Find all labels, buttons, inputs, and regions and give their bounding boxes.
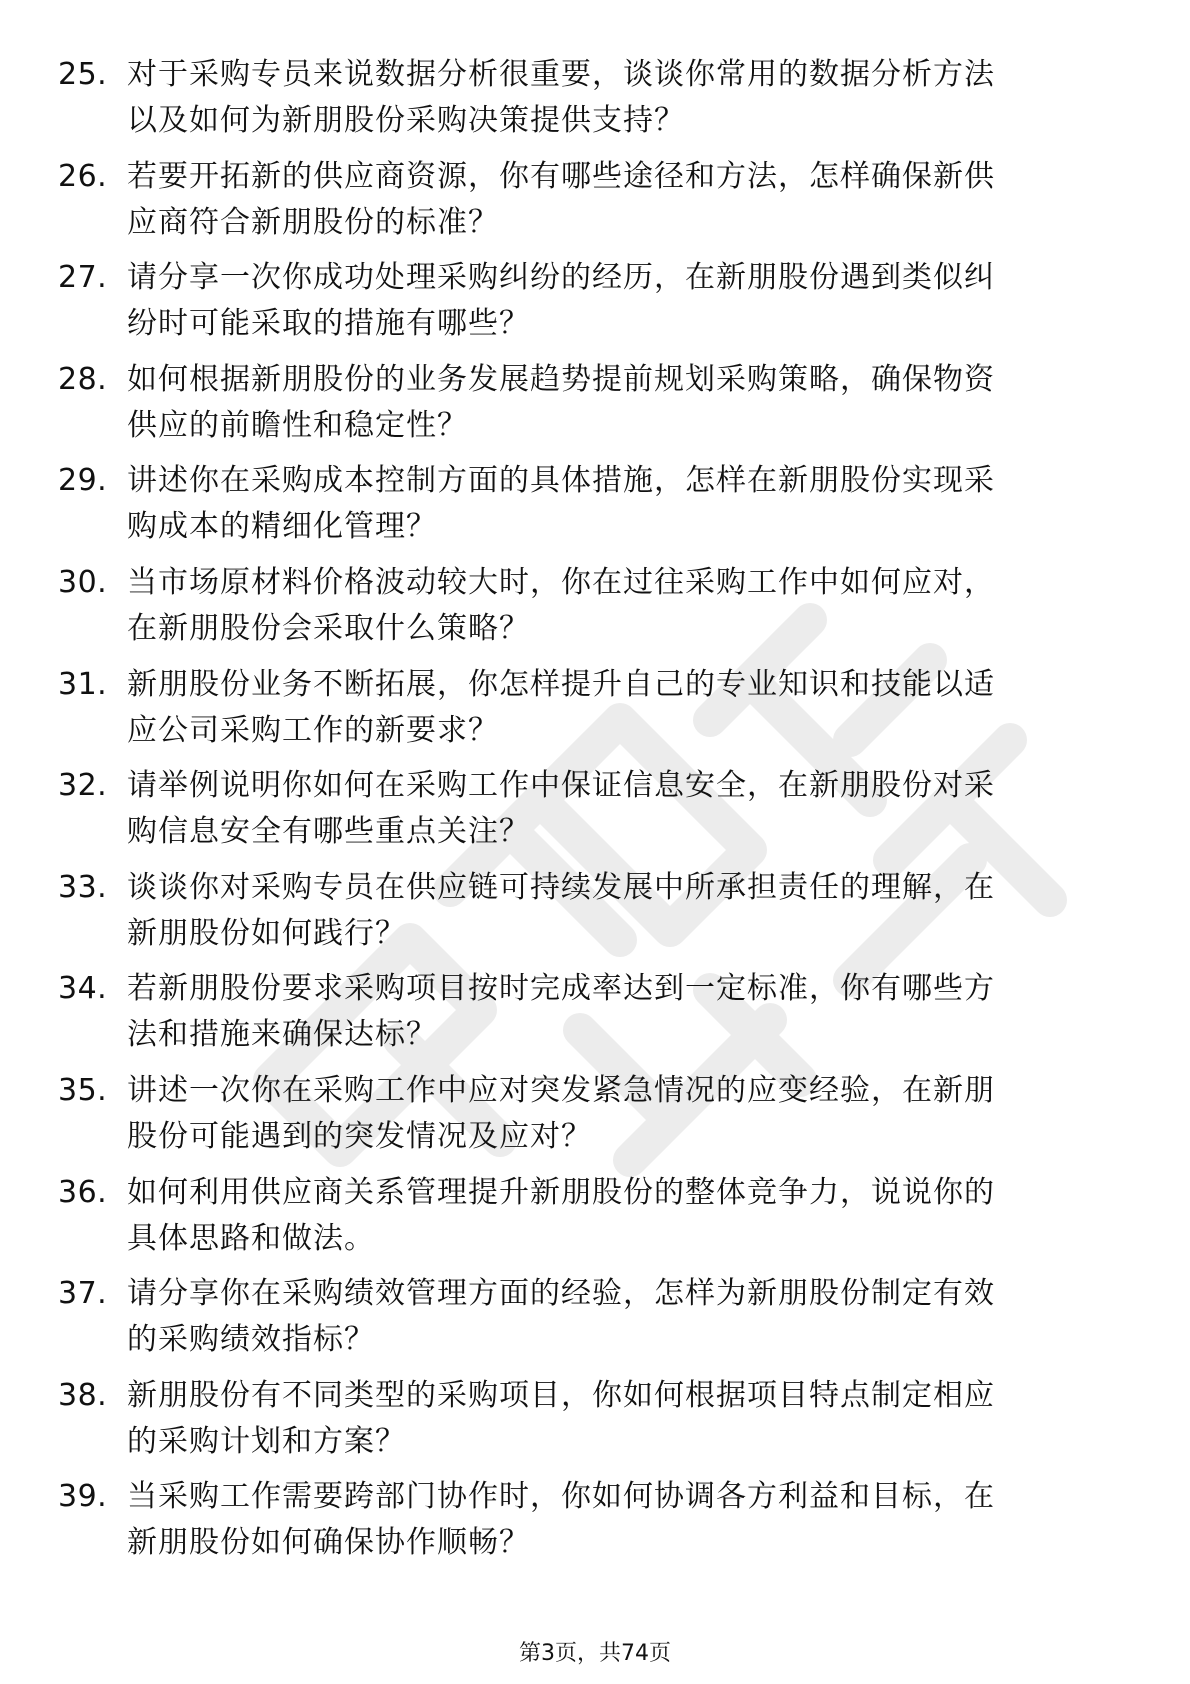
question-text-line: 新朋股份业务不断拓展，你怎样提升自己的专业知识和技能以适	[127, 666, 995, 702]
question-text	[127, 154, 1117, 246]
question-text-line: 应商符合新朋股份的标准？	[127, 204, 499, 240]
question-text-line: 谈谈你对采购专员在供应链可持续发展中所承担责任的理解，在	[127, 869, 995, 905]
question-text-line: 如何根据新朋股份的业务发展趋势提前规划采购策略，确保物资	[127, 361, 995, 397]
question-text	[127, 1170, 1117, 1262]
question-text	[127, 662, 1117, 754]
question-item	[0, 660, 1190, 762]
question-text-line: 请分享你在采购绩效管理方面的经验，怎样为新朋股份制定有效	[127, 1276, 995, 1312]
question-number: 25.	[58, 57, 108, 92]
question-item	[0, 152, 1190, 254]
question-number: 38.	[58, 1377, 108, 1413]
question-text-line: 请举例说明你如何在采购工作中保证信息安全，在新朋股份对采	[127, 768, 995, 804]
question-item	[0, 1371, 1190, 1473]
question-item	[0, 558, 1190, 660]
question-text-line: 当采购工作需要跨部门协作时，你如何协调各方利益和目标，在	[127, 1479, 995, 1515]
question-number: 30.	[58, 564, 108, 600]
question-number: 29.	[58, 463, 108, 499]
question-text	[127, 1271, 1117, 1363]
question-item	[0, 1168, 1190, 1270]
question-text-line: 纷时可能采取的措施有哪些？	[127, 306, 530, 342]
question-number: 27.	[58, 260, 108, 296]
question-item	[0, 355, 1190, 457]
question-text-line: 法和措施来确保达标？	[127, 1017, 437, 1053]
question-text-line: 的采购绩效指标？	[127, 1322, 375, 1358]
question-number: 33.	[58, 869, 108, 905]
question-text-line: 若要开拓新的供应商资源，你有哪些途径和方法，怎样确保新供	[127, 158, 995, 194]
question-text	[127, 865, 1117, 957]
question-text-line: 当市场原材料价格波动较大时，你在过往采购工作中如何应对，	[127, 564, 995, 600]
question-text-line: 购成本的精细化管理？	[127, 509, 437, 545]
question-text-line: 应公司采购工作的新要求？	[127, 712, 499, 748]
question-text-line: 讲述一次你在采购工作中应对突发紧急情况的应变经验，在新朋	[127, 1072, 995, 1108]
question-item	[0, 50, 1190, 152]
question-text-line: 若新朋股份要求采购项目按时完成率达到一定标准，你有哪些方	[127, 971, 995, 1007]
question-item	[0, 964, 1190, 1066]
question-text	[127, 458, 1117, 550]
question-text	[127, 1474, 1117, 1566]
question-number: 37.	[58, 1276, 108, 1312]
question-number: 39.	[58, 1479, 108, 1515]
question-text-line: 新朋股份有不同类型的采购项目，你如何根据项目特点制定相应	[127, 1377, 995, 1413]
page-footer: 第3页，共74页	[519, 1641, 671, 1666]
question-number: 35.	[58, 1072, 108, 1108]
question-item	[0, 1269, 1190, 1371]
question-text-line: 如何利用供应商关系管理提升新朋股份的整体竞争力，说说你的	[127, 1174, 995, 1210]
question-text	[127, 1373, 1117, 1465]
question-text	[127, 52, 1117, 144]
question-text-line: 新朋股份如何确保协作顺畅？	[127, 1525, 530, 1561]
question-text-line: 具体思路和做法。	[127, 1220, 375, 1256]
question-text-line: 股份可能遇到的突发情况及应对？	[127, 1118, 592, 1154]
question-item	[0, 1066, 1190, 1168]
question-text	[127, 357, 1117, 449]
question-text-line: 的采购计划和方案？	[127, 1423, 406, 1459]
question-text	[127, 1068, 1117, 1160]
question-number: 26.	[58, 158, 108, 194]
question-item	[0, 456, 1190, 558]
question-text-line: 供应的前瞻性和稳定性？	[127, 407, 468, 443]
question-item	[0, 761, 1190, 863]
question-list	[0, 50, 1190, 1574]
question-text-line: 对于采购专员来说数据分析很重要，谈谈你常用的数据分析方法	[127, 57, 995, 92]
question-number: 34.	[58, 971, 108, 1007]
question-text	[127, 560, 1117, 652]
question-text-line: 新朋股份如何践行？	[127, 915, 406, 951]
question-number: 36.	[58, 1174, 108, 1210]
question-text	[127, 763, 1117, 855]
question-number: 28.	[58, 361, 108, 397]
question-text-line: 以及如何为新朋股份采购决策提供支持？	[127, 103, 685, 138]
question-item	[0, 1472, 1190, 1574]
question-item	[0, 863, 1190, 965]
question-item	[0, 253, 1190, 355]
question-text-line: 在新朋股份会采取什么策略？	[127, 610, 530, 646]
question-text	[127, 966, 1117, 1058]
question-text-line: 购信息安全有哪些重点关注？	[127, 814, 530, 850]
question-text-line: 请分享一次你成功处理采购纠纷的经历，在新朋股份遇到类似纠	[127, 260, 995, 296]
question-number: 31.	[58, 666, 108, 702]
question-text-line: 讲述你在采购成本控制方面的具体措施，怎样在新朋股份实现采	[127, 463, 995, 499]
question-number: 32.	[58, 768, 108, 804]
question-text	[127, 255, 1117, 347]
